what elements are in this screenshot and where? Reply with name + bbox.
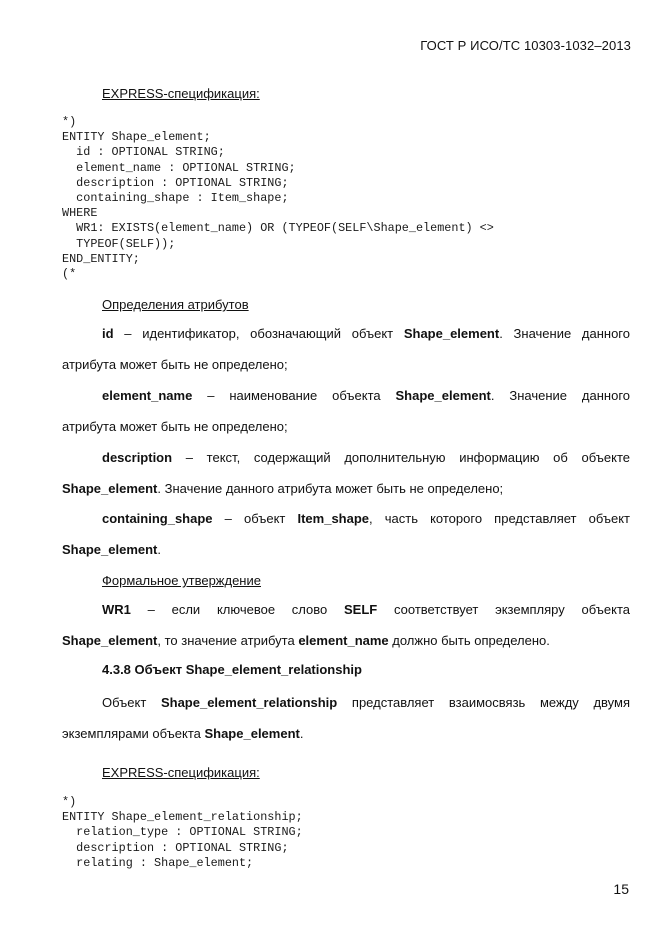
- formal-statement-heading: Формальное утверждение: [102, 573, 261, 588]
- page-number: 15: [613, 881, 629, 897]
- attr-term: element_name: [102, 388, 193, 403]
- attr-term: description: [102, 450, 173, 465]
- attr-containing-shape-paragraph: containing_shape – объект Item_shape, часть которого представляет объект Shape_element.: [62, 511, 630, 557]
- attr-id-paragraph: id – идентификатор, обозначающий объект Shape_element. Значение данного атрибута может быть не определено;: [62, 326, 630, 372]
- document-header: ГОСТ Р ИСО/ТС 10303-1032–2013: [420, 38, 631, 53]
- relationship-paragraph: Объект Shape_element_relationship представляет взаимосвязь между двумя экземплярами объекта Shape_element.: [62, 695, 630, 741]
- attr-term: containing_shape: [102, 511, 213, 526]
- section-heading: 4.3.8 Объект Shape_element_relationship: [102, 662, 362, 677]
- wr1-paragraph: WR1 – если ключевое слово SELF соответствует экземпляру объекта Shape_element, то значение атрибута element_name должно быть определено.: [62, 602, 630, 648]
- attr-description-paragraph: description – текст, содержащий дополнительную информацию об объекте Shape_element. Значение данного атрибута может быть не определено;: [62, 450, 630, 496]
- attribute-definitions-heading: Определения атрибутов: [102, 297, 249, 312]
- attr-term: id: [102, 326, 114, 341]
- express-spec-label-2: EXPRESS-спецификация:: [102, 765, 260, 780]
- express-spec-label: EXPRESS-спецификация:: [102, 86, 260, 101]
- express-code-shape-element: *) ENTITY Shape_element; id : OPTIONAL STRING; element_name : OPTIONAL STRING; description : OPTIONAL STRING; containing_shape : Item_shape; WHERE WR1: EXISTS(element_name) OR (TYPEOF(SELF\Shape_element) <> TYPEOF(SELF)); END_ENTITY; (*: [62, 115, 494, 282]
- express-code-shape-element-relationship: *) ENTITY Shape_element_relationship; relation_type : OPTIONAL STRING; description : OPTIONAL STRING; relating : Shape_element;: [62, 795, 303, 870]
- rule-term: WR1: [102, 602, 131, 617]
- attr-element-name-paragraph: element_name – наименование объекта Shape_element. Значение данного атрибута может быть не определено;: [62, 388, 631, 434]
